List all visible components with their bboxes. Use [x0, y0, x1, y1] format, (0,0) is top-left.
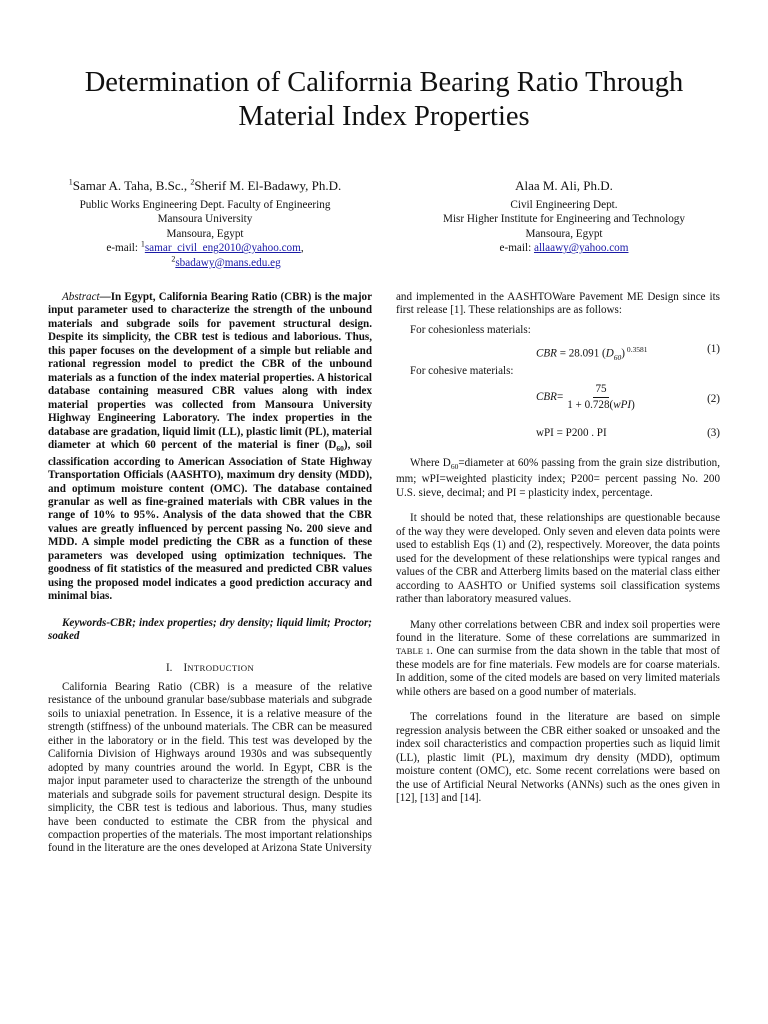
right-column	[396, 291, 720, 805]
affiliation-university: Mansoura University	[157, 213, 253, 226]
affiliation-dept: Public Works Engineering Dept. Faculty of Engineering	[79, 199, 331, 211]
paper-title: Determination of Califorrnia Bearing Ratio Through Material Index Properties	[84, 67, 684, 132]
paragraph-regression: The correlations found in the literature are based on simple regression analysis between the CBR either soaked or unsoaked and the index soil characteristics and compaction properties such as liquid limit (LL), plastic limit (PL), maximum dry density (MDD), optimum moisture content (OMC), etc. Some recent correlations were based on the use of Artificial Neural Networks (ANNs) such as the ones given in [12], [13] and [14].	[396, 711, 720, 804]
author-block-right	[396, 178, 732, 256]
equation-3-number: (3)	[707, 426, 720, 439]
author-block-left	[40, 178, 370, 270]
paragraph-questionable: It should be noted that, these relationships are questionable because of the way they were developed. Only seven and eleven data points were used to establish Eqs (1) and (2), respectively. Moreover, the data points used for the development of these relationships were typical ranges and values of the CBR and Atterberg limits based on the material class either according to AASHTO or Unified systems soil classification systems rather than laboratory measured values.	[396, 512, 720, 606]
email-line-right: e-mail: allaawy@yahoo.com	[499, 242, 629, 255]
affiliation-city: Mansoura, Egypt	[166, 227, 244, 240]
email-link-taha[interactable]: samar_civil_eng2010@yahoo.com	[144, 242, 301, 255]
intro-paragraph: California Bearing Ratio (CBR) is a measure of the relative resistance of the unbound granular base/subbase materials and subgrade soils to uniaxial penetration. In Essence, it is a relative measure of the strength (stiffness) of the unbound materials. The CBR can be measured either in the laboratory or in the field. This test was developed by the California Division of Highways around 1930s and was subsequently adopted by many countries around the world. In Egypt, CBR is the major input parameter used to characterize the strength of the unbound materials and subgrade soils for pavement structural design. Despite its simplicity, the CBR test is tedious and laborious. Thus, many studies have been conducted to estimate the CBR from the physical and compaction properties of the materials. The most important relationships found in the literature are the ones developed at Arizona State University	[48, 681, 372, 855]
paragraph-correlations: Many other correlations between CBR and index soil properties were found in the literature. Some of these correlations are summarized in TABLE 1. One can surmise from the data shown in the table that most of these models are for fine materials. Few models are for coarse materials. In addition, some of the cited models are based on very limited materials while others are based on a good number of materials.	[396, 618, 720, 698]
table-reference: TABLE 1	[396, 646, 431, 657]
equation-2: CBR = 75 1 + 0.728(wPI) (2)	[536, 382, 720, 412]
equation-3: wPI = P200 . PI (3)	[536, 426, 720, 439]
equation-2-number: (2)	[707, 392, 720, 405]
cohesionless-label: For cohesionless materials:	[410, 323, 531, 336]
affiliation-city-right: Mansoura, Egypt	[525, 227, 603, 240]
section-heading-introduction: I. INTRODUCTION	[165, 661, 255, 674]
affiliation-institute: Misr Higher Institute for Engineering and Technology	[443, 213, 685, 226]
abstract: Abstract—In Egypt, California Bearing Ratio (CBR) is the major input parameter used to characterize the strength of the unbound materials and subgrade soils for pavement structural design. Despite its simplicity, the CBR test is tedious and laborious. Thus, this paper focuses on the development of a simple but reliable and rational regression model to predict the CBR of the unbound materials as a function of the index material properties. A historical database containing measured CBR values along with index material properties was collected from Mansoura University Highway Engineering Laboratory. The index properties in the database are gradation, liquid limit (LL), plastic limit (PL), material diameter at which 60 percent of the material is finer $(D_{60})$, soil classification according to American Association of State Highway Transportation Officials (AASHTO), maximum dry density (MDD), and optimum moisture content (OMC). The database contained granular as well as fine-grained materials with CBR values in the range of 10% to 95%. Analysis of the data showed that the CBR values are greatly influenced by percent passing No. 200 sieve and MDD. A simple model predicting the CBR as a function of these parameters was developed using optimization techniques. The goodness of fit statistics of the measured and predicted CBR values using the proposed model indicates a good prediction accuracy and minimal bias.	[48, 291, 372, 603]
keywords: Keywords-CBR; index properties; dry density; liquid limit; Proctor; soaked	[48, 616, 372, 643]
equation-1: CBR = 28.091 $(D_{60})$ $^{0.3581}$ (1)	[536, 343, 720, 363]
email-link-ali[interactable]: allaawy@yahoo.com	[533, 242, 629, 255]
email-line-left: e-mail: $^1$samar_civil_eng2010@yahoo.com,	[106, 239, 304, 255]
email-line-left-2: $^2$sbadawy@mans.edu.eg	[171, 253, 281, 269]
left-column	[48, 291, 372, 856]
equation-1-number: (1)	[707, 343, 720, 356]
author-name-right: Alaa M. Ali, Ph.D.	[515, 178, 613, 193]
affiliation-dept-right: Civil Engineering Dept.	[510, 199, 618, 211]
author-names-left: $^1$Samar A. Taha, B.Sc., $^2$Sherif M. El-Badawy, Ph.D.	[68, 177, 342, 193]
cohesive-label: For cohesive materials:	[410, 365, 514, 378]
right-col-continuation: and implemented in the AASHTOWare Pavement ME Design since its first release [1]. These relationships are as follows:	[396, 291, 720, 317]
where-paragraph: Where $D_{60}=diameter$ at 60% passing from the grain size distribution, mm; wPI=weighted plasticity index; P200= percent passing No. 200 U.S. sieve, decimal; and PI = plasticity index, percentage.	[396, 456, 720, 499]
email-link-badawy[interactable]: sbadawy@mans.edu.eg	[175, 256, 281, 269]
